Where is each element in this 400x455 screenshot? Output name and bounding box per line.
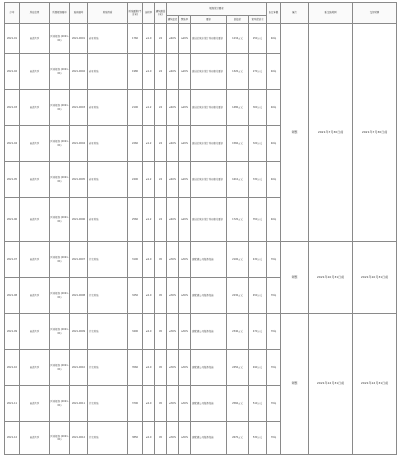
cell-green: ≥20% [179,198,191,242]
cell-loc: 南湖片区 [20,242,50,278]
cell-req: 需满足城市设计导则相关要求 [191,162,227,198]
cell-green: ≥20% [179,90,191,126]
cell-green: ≥20% [179,24,191,54]
cell-far: ≤1.0 [143,54,155,90]
cell-plot-no: 2021-0006 [70,198,88,242]
cell-green: ≥20% [179,54,191,90]
cell-period: 40年 [267,90,281,126]
cell-use: 住宅用地 [88,278,128,314]
cell-loc: 南湖片区 [20,386,50,422]
cell-req: 需满足城市设计导则相关要求 [191,198,227,242]
col-header-ratio: 建筑密度 [167,16,179,24]
cell-start: 1234万元 [227,24,249,54]
cell-plot-no: 2021-0001 [70,24,88,54]
cell-req: 需配建公共服务设施 [191,242,227,278]
merged-cell-note: 调整 [281,242,309,314]
cell-area: 1760 [128,24,143,54]
cell-area: 3700 [128,386,143,422]
cell-height: 24 [155,90,167,126]
cell-green: ≥30% [179,314,191,350]
cell-bid: 300万元 [249,90,267,126]
cell-area-no: 区块规划 (2021-01) [50,386,70,422]
cell-use: 商业用地 [88,24,128,54]
cell-area: 3560 [128,350,143,386]
cell-seq: 2021-02 [5,54,20,90]
cell-far: ≤2.0 [143,314,155,350]
cell-loc: 南湖片区 [20,198,50,242]
cell-req: 需满足城市设计导则相关要求 [191,126,227,162]
cell-use: 住宅用地 [88,242,128,278]
cell-seq: 2021-06 [5,198,20,242]
cell-period: 40年 [267,126,281,162]
cell-use: 住宅用地 [88,422,128,455]
cell-use: 商业用地 [88,198,128,242]
cell-ratio: ≤40% [167,90,179,126]
land-plot-table [4,2,397,455]
cell-area-no: 区块规划 (2021-01) [50,278,70,314]
cell-loc: 南湖片区 [20,90,50,126]
merged-cell-due: 2021年7月30日前 [309,24,353,242]
col-header-plot-no: 地块编号 [70,3,88,24]
merged-cell-due: 2021年10月31日前 [309,242,353,314]
cell-loc: 南湖片区 [20,54,50,90]
cell-ratio: ≤40% [167,54,179,90]
cell-area-no: 区块规划 (2021-01) [50,314,70,350]
cell-seq: 2021-04 [5,126,20,162]
cell-start: 2340万元 [227,314,249,350]
cell-ratio: ≤30% [167,314,179,350]
col-header-note: 备注 [281,3,309,24]
cell-height: 24 [155,162,167,198]
table-row [5,24,397,54]
col-header-seq: 序号 [5,3,20,24]
merged-cell-sign: 2021年10月31日前 [353,242,397,314]
cell-bid: 530万元 [249,422,267,455]
merged-cell-due: 2021年12月31日前 [309,314,353,455]
cell-height: 24 [155,24,167,54]
cell-seq: 2021-10 [5,350,20,386]
cell-seq: 2021-07 [5,242,20,278]
cell-area: 3250 [128,278,143,314]
cell-far: ≤1.2 [143,162,155,198]
cell-bid: 450万元 [249,278,267,314]
cell-start: 2670万元 [227,422,249,455]
cell-loc: 南湖片区 [20,162,50,198]
cell-use: 住宅用地 [88,314,128,350]
cell-green: ≥20% [179,162,191,198]
cell-area-no: 区块规划 (2021-01) [50,90,70,126]
col-header-height: 建筑限高(米) [155,3,167,24]
cell-far: ≤2.0 [143,242,155,278]
cell-start: 1560万元 [227,126,249,162]
col-header-bid: 竞买保证金 [249,16,267,24]
cell-plot-no: 2021-0009 [70,314,88,350]
cell-far: ≤1.2 [143,126,155,162]
cell-bid: 250万元 [249,24,267,54]
cell-height: 45 [155,350,167,386]
cell-req: 需配建公共服务设施 [191,422,227,455]
cell-area: 1980 [128,54,143,90]
cell-seq: 2021-03 [5,90,20,126]
cell-bid: 320万元 [249,126,267,162]
cell-height: 45 [155,278,167,314]
cell-use: 商业用地 [88,54,128,90]
col-header-start: 起始价 [227,16,249,24]
cell-period: 70年 [267,350,281,386]
cell-plot-no: 2021-0005 [70,162,88,198]
cell-loc: 南湖片区 [20,24,50,54]
cell-height: 45 [155,422,167,455]
cell-period: 70年 [267,242,281,278]
cell-seq: 2021-05 [5,162,20,198]
cell-req: 需满足城市设计导则相关要求 [191,24,227,54]
cell-ratio: ≤40% [167,24,179,54]
cell-green: ≥30% [179,422,191,455]
merged-cell-note: 调整 [281,24,309,242]
cell-period: 70年 [267,386,281,422]
cell-height: 45 [155,242,167,278]
cell-area: 2260 [128,126,143,162]
cell-green: ≥30% [179,242,191,278]
cell-ratio: ≤40% [167,162,179,198]
cell-green: ≥30% [179,350,191,386]
col-header-green: 绿地率 [179,16,191,24]
cell-period: 40年 [267,162,281,198]
cell-area: 3100 [128,242,143,278]
cell-area: 3850 [128,422,143,455]
cell-green: ≥30% [179,278,191,314]
cell-seq: 2021-08 [5,278,20,314]
cell-area-no: 区块规划 (2021-01) [50,198,70,242]
cell-area-no: 区块规划 (2021-01) [50,242,70,278]
cell-ratio: ≤30% [167,386,179,422]
col-header-new-due: 新交地时间 [309,3,353,24]
cell-bid: 330万元 [249,162,267,198]
col-header-group: 规划设计要求 [167,3,267,16]
cell-bid: 490万元 [249,350,267,386]
cell-plot-no: 2021-0011 [70,386,88,422]
cell-start: 1720万元 [227,198,249,242]
cell-req: 需满足城市设计导则相关要求 [191,90,227,126]
cell-period: 70年 [267,422,281,455]
cell-plot-no: 2021-0010 [70,350,88,386]
cell-req: 需配建公共服务设施 [191,350,227,386]
cell-seq: 2021-12 [5,422,20,455]
cell-far: ≤1.2 [143,90,155,126]
cell-bid: 470万元 [249,314,267,350]
cell-green: ≥20% [179,126,191,162]
cell-seq: 2021-09 [5,314,20,350]
cell-period: 40年 [267,54,281,90]
cell-start: 2100万元 [227,242,249,278]
cell-area-no: 区块规划 (2021-01) [50,162,70,198]
cell-height: 45 [155,386,167,422]
cell-period: 40年 [267,198,281,242]
cell-height: 24 [155,198,167,242]
cell-req: 需配建公共服务设施 [191,386,227,422]
cell-far: ≤2.0 [143,386,155,422]
cell-use: 商业用地 [88,126,128,162]
cell-height: 45 [155,314,167,350]
cell-start: 1480万元 [227,90,249,126]
table-row [5,314,397,350]
cell-start: 1320万元 [227,54,249,90]
cell-area: 2560 [128,198,143,242]
col-header-period: 出让年限 [267,3,281,24]
cell-far: ≤1.0 [143,24,155,54]
cell-height: 24 [155,54,167,90]
cell-loc: 南湖片区 [20,350,50,386]
cell-plot-no: 2021-0002 [70,54,88,90]
cell-bid: 430万元 [249,242,267,278]
cell-area-no: 区块规划 (2021-01) [50,24,70,54]
col-header-req: 要求 [191,16,227,24]
cell-start: 1610万元 [227,162,249,198]
merged-cell-sign: 2021年12月31日前 [353,314,397,455]
cell-far: ≤2.0 [143,422,155,455]
cell-period: 70年 [267,278,281,314]
cell-plot-no: 2021-0004 [70,126,88,162]
cell-use: 住宅用地 [88,386,128,422]
cell-ratio: ≤30% [167,242,179,278]
cell-plot-no: 2021-0003 [70,90,88,126]
cell-far: ≤2.0 [143,278,155,314]
cell-area: 3400 [128,314,143,350]
cell-plot-no: 2021-0008 [70,278,88,314]
col-header-area: 用地面积(平方米) [128,3,143,24]
col-header-use: 用地性质 [88,3,128,24]
cell-bid: 350万元 [249,198,267,242]
cell-req: 需配建公共服务设施 [191,314,227,350]
cell-area-no: 区块规划 (2021-01) [50,126,70,162]
cell-ratio: ≤40% [167,198,179,242]
cell-seq: 2021-01 [5,24,20,54]
cell-start: 2230万元 [227,278,249,314]
cell-far: ≤2.0 [143,350,155,386]
cell-ratio: ≤30% [167,422,179,455]
cell-far: ≤1.2 [143,198,155,242]
cell-loc: 南湖片区 [20,314,50,350]
cell-ratio: ≤40% [167,126,179,162]
cell-start: 2560万元 [227,386,249,422]
col-header-area-no: 所属规划编号 [50,3,70,24]
col-header-loc: 所在位置 [20,3,50,24]
cell-plot-no: 2021-0007 [70,242,88,278]
table-header-row [5,3,397,16]
merged-cell-note: 调整 [281,314,309,455]
cell-area-no: 区块规划 (2021-01) [50,54,70,90]
cell-req: 需配建公共服务设施 [191,278,227,314]
cell-ratio: ≤30% [167,350,179,386]
cell-use: 住宅用地 [88,350,128,386]
cell-plot-no: 2021-0012 [70,422,88,455]
cell-use: 商业用地 [88,162,128,198]
table-row [5,242,397,278]
cell-period: 70年 [267,314,281,350]
cell-height: 24 [155,126,167,162]
cell-period: 40年 [267,24,281,54]
cell-area-no: 区块规划 (2021-01) [50,422,70,455]
merged-cell-sign: 2021年7月30日前 [353,24,397,242]
cell-start: 2450万元 [227,350,249,386]
cell-loc: 南湖片区 [20,278,50,314]
cell-seq: 2021-11 [5,386,20,422]
cell-area-no: 区块规划 (2021-01) [50,350,70,386]
cell-area: 2400 [128,162,143,198]
cell-loc: 南湖片区 [20,422,50,455]
cell-use: 商业用地 [88,90,128,126]
cell-bid: 510万元 [249,386,267,422]
cell-loc: 南湖片区 [20,126,50,162]
col-header-far: 容积率 [143,3,155,24]
col-header-sign: 交付时间 [353,3,397,24]
cell-ratio: ≤30% [167,278,179,314]
cell-req: 需满足城市设计导则相关要求 [191,54,227,90]
cell-bid: 270万元 [249,54,267,90]
cell-area: 2100 [128,90,143,126]
cell-green: ≥30% [179,386,191,422]
